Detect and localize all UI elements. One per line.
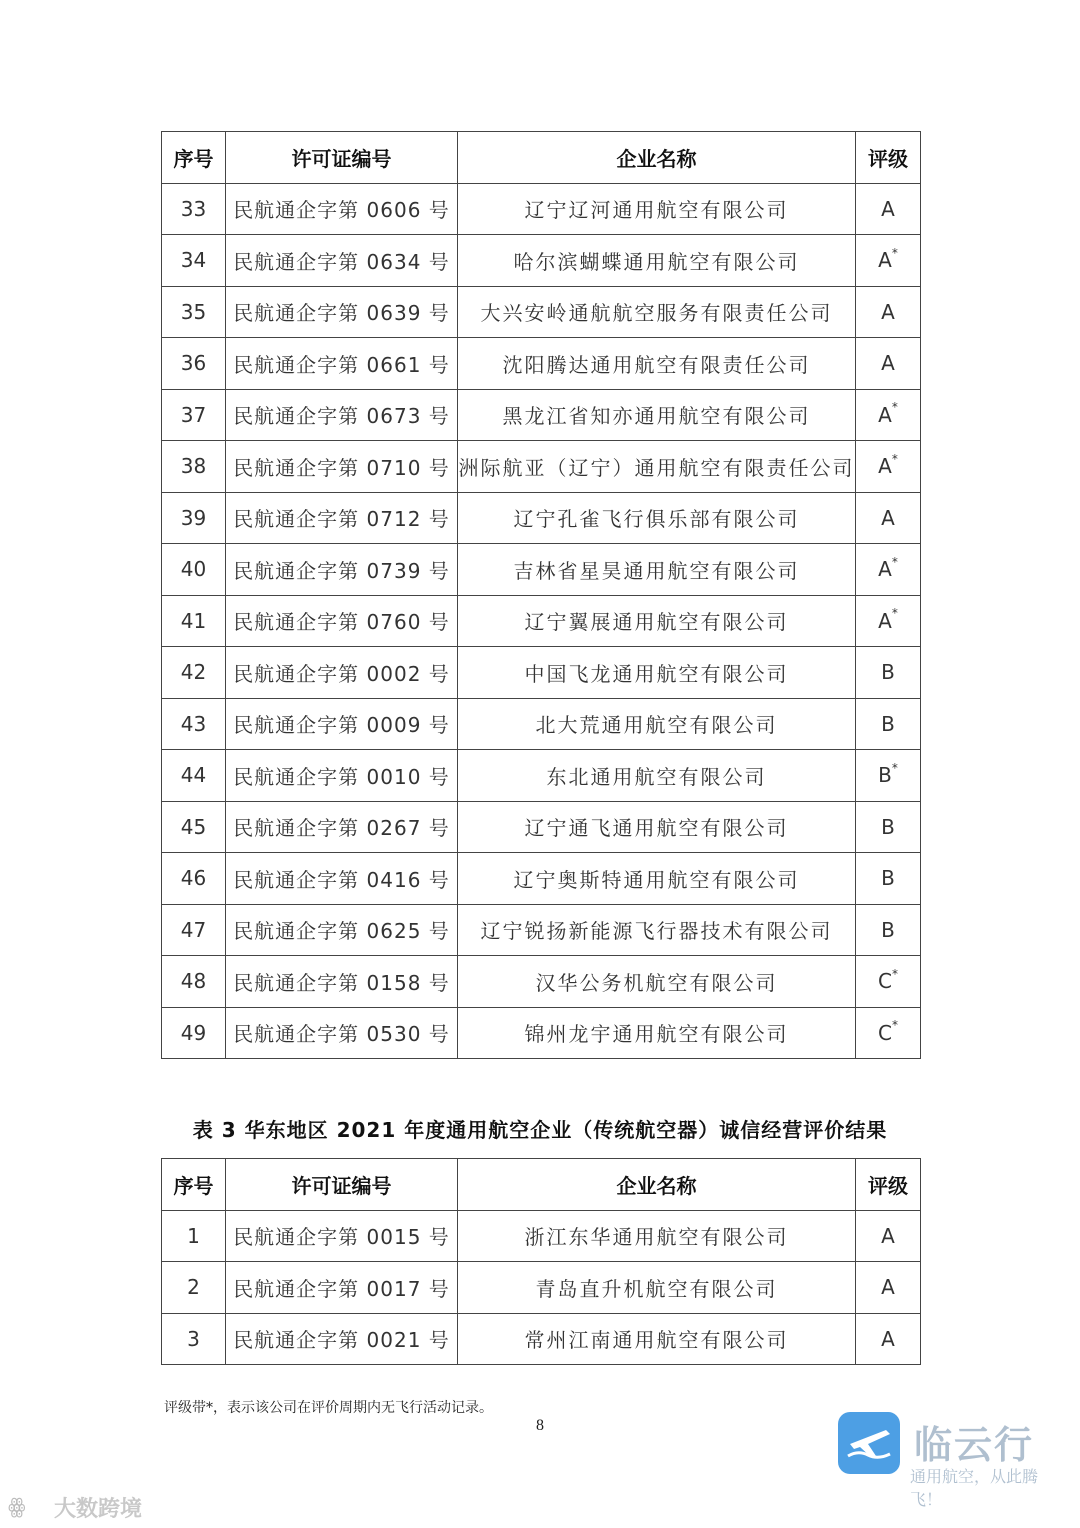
table-body [162,183,921,1059]
header-license: 许可证编号 [226,1159,458,1211]
no-activity-mark: * [891,760,898,775]
row-license: 民航通企字第 0021 号 [226,1313,458,1365]
row-rating [856,338,921,390]
logo-title: 临云行 [914,1423,1035,1467]
row-index: 45 [162,801,226,853]
row-company: 锦州龙宇通用航空有限公司 [458,1007,856,1059]
row-company: 辽宁孔雀飞行俱乐部有限公司 [458,492,856,544]
table-row [162,698,921,750]
row-license: 民航通企字第 0267 号 [226,801,458,853]
table-row [162,853,921,905]
row-index: 46 [162,853,226,905]
rating-letter: C [878,969,892,994]
table-row [162,904,921,956]
row-license: 民航通企字第 0634 号 [226,235,458,287]
row-rating [856,1007,921,1059]
row-company: 黑龙江省知亦通用航空有限公司 [458,389,856,441]
rating-letter: B [881,814,895,839]
row-rating [856,647,921,699]
header-license: 许可证编号 [226,132,458,184]
table-row [162,492,921,544]
row-index: 40 [162,544,226,596]
row-rating [856,441,921,493]
row-company: 辽宁奥斯特通用航空有限公司 [458,853,856,905]
header-index: 序号 [162,1159,226,1211]
row-index: 39 [162,492,226,544]
row-license: 民航通企字第 0416 号 [226,853,458,905]
row-index: 37 [162,389,226,441]
table-row [162,595,921,647]
rating-letter: A [878,557,892,582]
rating-letter: B [878,763,892,788]
rating-letter: A [878,402,892,427]
row-license: 民航通企字第 0015 号 [226,1210,458,1262]
row-rating [856,904,921,956]
table-row [162,1262,921,1314]
row-license: 民航通企字第 0712 号 [226,492,458,544]
row-company: 沈阳腾达通用航空有限责任公司 [458,338,856,390]
row-rating [856,235,921,287]
table-row [162,286,921,338]
row-license: 民航通企字第 0625 号 [226,904,458,956]
row-rating [856,698,921,750]
logo-slogan: 通用航空，从此腾飞！ [910,1467,1039,1509]
row-rating [856,956,921,1008]
row-index: 43 [162,698,226,750]
no-activity-mark: * [891,245,898,260]
rating-letter: B [881,660,895,685]
table-row [162,441,921,493]
row-index: 33 [162,183,226,235]
row-rating [856,286,921,338]
no-activity-mark: * [891,554,898,569]
rating-table-northeast [161,131,921,1059]
row-rating [856,183,921,235]
no-activity-mark: * [891,1018,898,1033]
rating-letter: A [878,608,892,633]
rating-letter: A [881,299,895,324]
watermark-text: 大数跨境 [54,1497,143,1522]
row-index: 42 [162,647,226,699]
brand-logo [838,1412,1068,1509]
row-index: 41 [162,595,226,647]
header-index: 序号 [162,132,226,184]
table-row [162,956,921,1008]
rating-letter: A [881,351,895,376]
row-license: 民航通企字第 0661 号 [226,338,458,390]
row-index: 44 [162,750,226,802]
rating-letter: C [878,1020,892,1045]
table-header-row [162,132,921,184]
table-row [162,801,921,853]
row-rating [856,1313,921,1365]
row-license: 民航通企字第 0010 号 [226,750,458,802]
row-company: 青岛直升机航空有限公司 [458,1262,856,1314]
row-rating [856,492,921,544]
row-rating [856,750,921,802]
table-row [162,1210,921,1262]
weibo-icon: ꙮ [8,1494,26,1518]
rating-letter: A [881,1326,895,1351]
row-company: 吉林省星昊通用航空有限公司 [458,544,856,596]
rating-letter: A [878,248,892,273]
row-index: 1 [162,1210,226,1262]
row-license: 民航通企字第 0739 号 [226,544,458,596]
row-company: 辽宁锐扬新能源飞行器技术有限公司 [458,904,856,956]
row-license: 民航通企字第 0002 号 [226,647,458,699]
row-company: 汉华公务机航空有限公司 [458,956,856,1008]
row-company: 辽宁翼展通用航空有限公司 [458,595,856,647]
table-row [162,1007,921,1059]
row-rating [856,595,921,647]
table-row [162,544,921,596]
row-license: 民航通企字第 0760 号 [226,595,458,647]
row-index: 47 [162,904,226,956]
page-number: 8 [536,1417,544,1434]
row-license: 民航通企字第 0639 号 [226,286,458,338]
row-company: 大兴安岭通航航空服务有限责任公司 [458,286,856,338]
table-caption: 表 3 华东地区 2021 年度通用航空企业（传统航空器）诚信经营评价结果 [192,1118,888,1142]
row-rating [856,853,921,905]
row-company: 中国飞龙通用航空有限公司 [458,647,856,699]
row-company: 常州江南通用航空有限公司 [458,1313,856,1365]
no-activity-mark: * [891,400,898,415]
rating-letter: A [881,1223,895,1248]
table-row [162,338,921,390]
row-company: 浙江东华通用航空有限公司 [458,1210,856,1262]
row-rating [856,389,921,441]
header-company: 企业名称 [458,132,856,184]
row-license: 民航通企字第 0158 号 [226,956,458,1008]
row-index: 35 [162,286,226,338]
row-company: 辽宁通飞通用航空有限公司 [458,801,856,853]
row-company: 辽宁辽河通用航空有限公司 [458,183,856,235]
row-rating [856,801,921,853]
table-body [162,1210,921,1365]
airplane-icon [838,1412,900,1474]
table-row [162,647,921,699]
row-index: 49 [162,1007,226,1059]
rating-letter: A [881,1275,895,1300]
rating-letter: A [881,505,895,530]
table-row [162,183,921,235]
rating-letter: B [881,917,895,942]
row-company: 洲际航亚（辽宁）通用航空有限责任公司 [458,441,856,493]
row-company: 哈尔滨蝴蝶通用航空有限公司 [458,235,856,287]
rating-table-east-china [161,1158,921,1365]
table-row [162,750,921,802]
rating-letter: A [878,454,892,479]
row-index: 34 [162,235,226,287]
table-header-row [162,1159,921,1211]
rating-letter: A [881,196,895,221]
row-rating [856,1262,921,1314]
row-index: 38 [162,441,226,493]
table-row [162,235,921,287]
row-license: 民航通企字第 0017 号 [226,1262,458,1314]
row-index: 3 [162,1313,226,1365]
header-rating: 评级 [856,1159,921,1211]
no-activity-mark: * [891,966,898,981]
rating-letter: B [881,711,895,736]
row-license: 民航通企字第 0530 号 [226,1007,458,1059]
row-license: 民航通企字第 0009 号 [226,698,458,750]
header-rating: 评级 [856,132,921,184]
row-company: 东北通用航空有限公司 [458,750,856,802]
footnote: 评级带*，表示该公司在评价周期内无飞行活动记录。 [164,1400,493,1416]
no-activity-mark: * [891,606,898,621]
rating-letter: B [881,866,895,891]
row-company: 北大荒通用航空有限公司 [458,698,856,750]
no-activity-mark: * [891,451,898,466]
header-company: 企业名称 [458,1159,856,1211]
row-index: 48 [162,956,226,1008]
row-index: 2 [162,1262,226,1314]
row-rating [856,1210,921,1262]
table-row [162,389,921,441]
row-license: 民航通企字第 0606 号 [226,183,458,235]
row-license: 民航通企字第 0673 号 [226,389,458,441]
row-rating [856,544,921,596]
table-row [162,1313,921,1365]
row-index: 36 [162,338,226,390]
row-license: 民航通企字第 0710 号 [226,441,458,493]
